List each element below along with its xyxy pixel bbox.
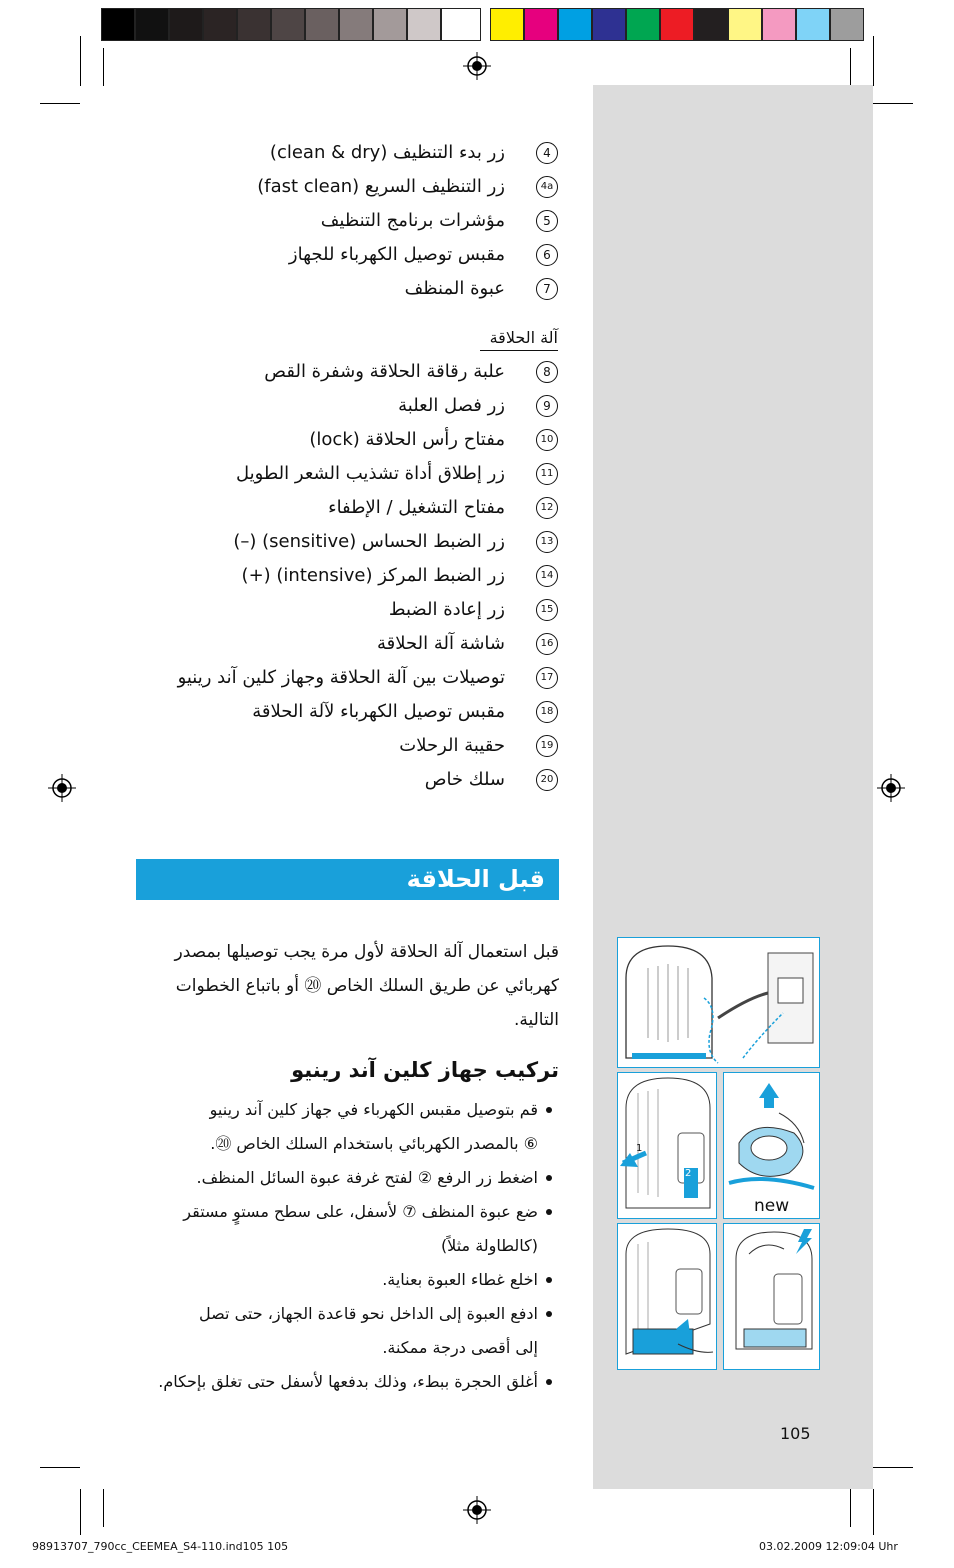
step-arrow-label: 2 [685,1168,692,1179]
color-swatch [101,8,135,41]
slug-timestamp: 03.02.2009 12:09:04 Uhr [759,1540,898,1553]
step-text: اخلع غطاء العبوة بعناية. [382,1270,538,1289]
part-number-badge: 7 [536,278,558,300]
illustration-close-chamber [723,1223,820,1370]
crop-mark [850,1489,851,1527]
part-label: زر التنظيف السريع (fast clean) [257,176,505,197]
part-label: شاشة آلة الحلاقة [377,633,505,654]
part-number-badge: 6 [536,244,558,266]
color-swatch [203,8,237,41]
color-swatch [490,8,524,41]
section-title: قبل الحلاقة [406,865,545,893]
crop-mark [103,1489,104,1527]
registration-mark-icon [463,52,491,80]
color-swatch [237,8,271,41]
part-label: مفتاح التشغيل / الإطفاء [328,497,505,518]
intro-line: قبل استعمال آلة الحلاقة لأول مرة يجب توصيلها بمصدر [174,942,559,962]
bullet-dot-icon [546,1379,552,1385]
bullet-dot-icon [546,1209,552,1215]
color-swatch [373,8,407,41]
part-label: زر بدء التنظيف (clean & dry) [269,142,505,163]
crop-mark [40,1467,80,1468]
color-swatch [441,8,481,41]
part-number-badge: 16 [536,633,558,655]
color-swatch [694,8,728,41]
crop-mark [873,1489,874,1535]
part-number-badge: 17 [536,667,558,689]
intro-line: كهربائي عن طريق السلك الخاص ⑳ أو باتباع الخطوات [175,976,559,996]
part-label: سلك خاص [424,769,505,790]
registration-mark-icon [877,774,905,802]
color-swatch [626,8,660,41]
part-number-badge: 4a [536,176,558,198]
registration-mark-icon [463,1496,491,1524]
color-swatch [796,8,830,41]
crop-mark [873,1467,913,1468]
part-label: مقبس توصيل الكهرباء للجهاز [288,244,505,265]
part-label: توصيلات بين آلة الحلاقة وجهاز كلين آند رينيو [177,667,505,688]
color-swatch [135,8,169,41]
part-label: علبة رقاقة الحلاقة وشفرة القص [264,361,505,382]
part-number-badge: 9 [536,395,558,417]
part-number-badge: 4 [536,142,558,164]
part-number-badge: 5 [536,210,558,232]
page-number: 105 [780,1424,811,1443]
part-number-badge: 8 [536,361,558,383]
registration-mark-icon [48,774,76,802]
setup-subheading: تركيب جهاز كلين آند رينيو [291,1058,559,1082]
illustration-insert-cartridge [617,1223,717,1370]
crop-mark [40,103,80,104]
part-label: زر الضبط الحساس (sensitive) (–) [233,531,505,552]
part-label: زر إعادة الضبط [388,599,505,620]
part-number-badge: 11 [536,463,558,485]
part-label: زر فصل العلبة [398,395,505,416]
part-number-badge: 12 [536,497,558,519]
new-label: new [754,1196,790,1216]
step-text: أغلق الحجرة ببطء، وذلك بدفعها لأسفل حتى تغلق بإحكام. [158,1372,538,1391]
part-number-badge: 20 [536,769,558,791]
color-swatch [407,8,441,41]
color-swatch [271,8,305,41]
part-label: مقبس توصيل الكهرباء لآلة الحلاقة [252,701,505,722]
part-number-badge: 19 [536,735,558,757]
part-label: مؤشرات برنامج التنظيف [320,210,505,231]
color-swatch [524,8,558,41]
illustration-plug-in [617,937,820,1068]
color-swatch [558,8,592,41]
step-arrow-label: 1 [636,1143,643,1154]
part-label: حقيبة الرحلات [399,735,505,756]
crop-mark [103,48,104,86]
color-swatch [830,8,864,41]
slug-file-info: 98913707_790cc_CEEMEA_S4-110.ind105 105 [32,1540,289,1553]
intro-line: التالية. [513,1010,559,1030]
step-text: قم بتوصيل مقبس الكهرباء في جهاز كلين آند رينيو [209,1100,538,1119]
part-number-badge: 10 [536,429,558,451]
step-text: (كالطاولة مثلاً) [440,1236,538,1255]
part-label: زر إطلاق أداة تشذيب الشعر الطويل [235,463,505,484]
shaver-subheading: آلة الحلاقة [480,326,558,351]
color-swatch [660,8,694,41]
step-text: ضع عبوة المنظف ⑦ لأسفل، على سطح مستوٍ مستقر [183,1202,538,1221]
crop-mark [873,36,874,86]
bullet-dot-icon [546,1277,552,1283]
part-label: عبوة المنظف [404,278,505,299]
illustration-new-cartridge [723,1072,820,1219]
color-swatch [339,8,373,41]
section-heading-bar [136,859,559,900]
bullet-dot-icon [546,1107,552,1113]
color-swatch [728,8,762,41]
part-number-badge: 13 [536,531,558,553]
crop-mark [873,103,913,104]
bullet-dot-icon [546,1311,552,1317]
step-text: إلى أقصى درجة ممكنة. [382,1338,538,1357]
crop-mark [80,36,81,86]
crop-mark [850,48,851,86]
part-label: زر الضبط المركز (intensive) (+) [241,565,505,586]
part-label: مفتاح رأس الحلاقة (lock) [309,429,505,450]
bullet-dot-icon [546,1175,552,1181]
part-number-badge: 15 [536,599,558,621]
crop-mark [80,1489,81,1535]
color-swatch [762,8,796,41]
part-number-badge: 18 [536,701,558,723]
color-swatch [169,8,203,41]
illustration-open-chamber [617,1072,717,1219]
step-text: اضغط زر الرفع ② لفتح غرفة عبوة السائل المنظف. [196,1168,538,1187]
step-text: ادفع العبوة إلى الداخل نحو قاعدة الجهاز، حتى تصل [199,1304,538,1323]
part-number-badge: 14 [536,565,558,587]
step-text: ⑥ بالمصدر الكهربائي باستخدام السلك الخاص ⑳. [210,1134,538,1153]
color-swatch [305,8,339,41]
color-swatch [592,8,626,41]
